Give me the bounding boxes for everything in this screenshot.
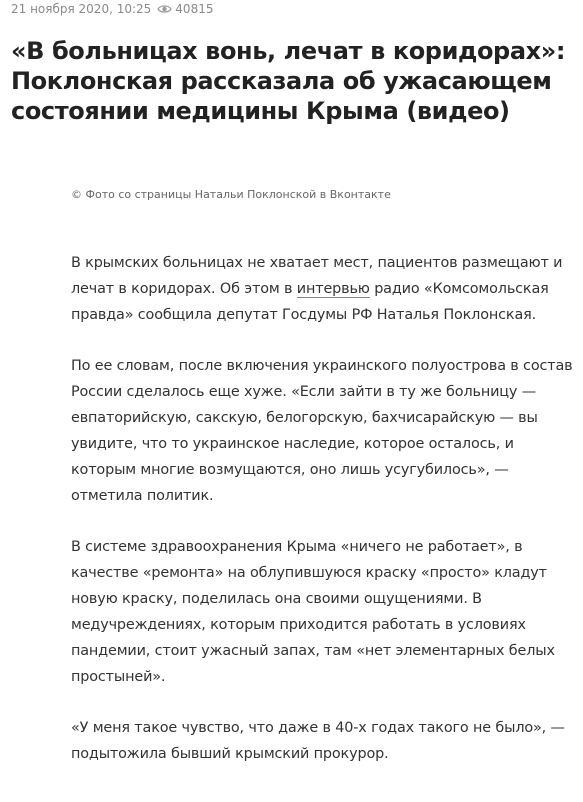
view-count-value: 40815 <box>175 2 214 16</box>
article-headline: «В больницах вонь, лечат в коридорах»: Поклонская рассказала об ужасающем состоянии медицины Крыма (видео) <box>11 37 566 125</box>
article-meta <box>11 0 213 18</box>
article-body <box>71 250 576 792</box>
article-paragraph-2: По ее словам, после включения украинского полуострова в состав России сделалось еще хуже. «Если зайти в ту же больницу — евпаторийскую, сакскую, белогорскую, бахчисарайскую — вы увидите, что то украинское наследие, которое осталось, и которым многие возмущаются, оно лишь усугубилось», — отметила политик. <box>71 358 573 504</box>
interview-link[interactable]: интервью <box>296 281 370 297</box>
view-count <box>157 2 213 16</box>
publish-date: 21 ноября 2020, 10:25 <box>11 2 152 16</box>
article-paragraph-1 <box>71 250 576 328</box>
paragraph-1-text-before-link: В крымских больницах не хватает мест, пациентов размещают и лечат в коридорах. Об этом в <box>71 255 563 297</box>
paragraph-1-text-after-link: радио «Комсомольская правда» сообщила депутат Госдумы РФ Наталья Поклонская. <box>71 281 549 323</box>
photo-caption: © Фото со страницы Натальи Поклонской в Вконтакте <box>71 188 391 201</box>
article-paragraph-4: «У меня такое чувство, что даже в 40-х годах такого не было», — подытожила бывший крымский прокурор. <box>71 720 565 762</box>
article-paragraph-3: В системе здравоохранения Крыма «ничего не работает», в качестве «ремонта» на облупившуюся краску «просто» кладут новую краску, поделилась она своими ощущениями. В медучреждениях, которым приходится работать в условиях пандемии, стоит ужасный запах, там «нет элементарных белых простыней». <box>71 539 555 685</box>
eye-icon <box>157 4 172 14</box>
